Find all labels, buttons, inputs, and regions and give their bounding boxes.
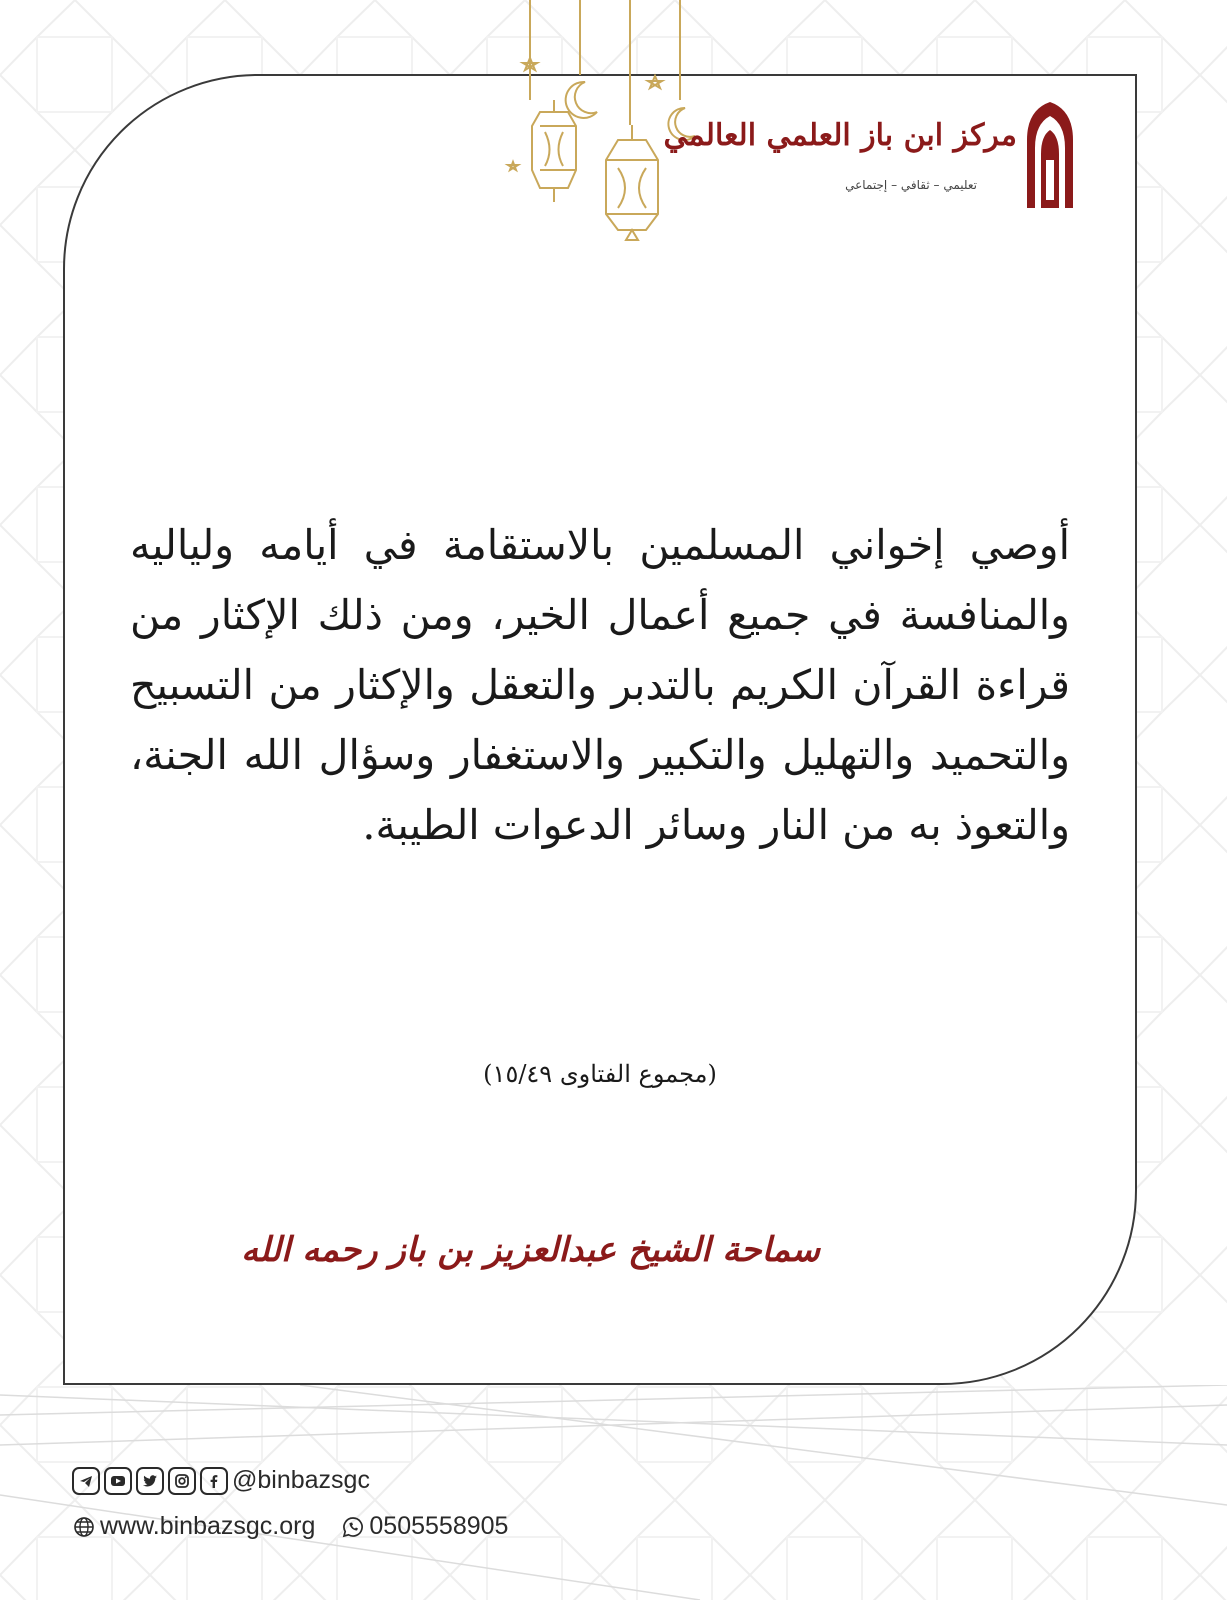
globe-icon [72,1515,96,1539]
quote-source: (مجموع الفتاوى ١٥/٤٩) [483,1060,717,1088]
social-media-row [72,1466,370,1495]
contact-row [72,1512,508,1541]
facebook-icon[interactable] [200,1467,228,1495]
signature-calligraphy: سماحة الشيخ عبدالعزيز بن باز رحمه الله [241,1230,820,1270]
social-handle[interactable]: @binbazsgc [232,1466,370,1494]
quote-text: أوصي إخواني المسلمين بالاستقامة في أيامه ولياليه والمنافسة في جميع أعمال الخير، ومن ذلك الإكثار من قراءة القرآن الكريم بالتدبر والتعقل والإكثار من التسبيح والتحميد والتهليل والتكبير والاستغفار وسؤال الله الجنة، والتعوذ به من النار وسائر الدعوات الطيبة. [130,521,1070,849]
center-logo [663,100,1075,210]
whatsapp-icon [341,1515,365,1539]
website-link[interactable]: www.binbazsgc.org [100,1512,316,1540]
instagram-icon[interactable] [168,1467,196,1495]
telegram-icon[interactable] [72,1467,100,1495]
youtube-icon[interactable] [104,1467,132,1495]
phone-number[interactable]: 0505558905 [369,1512,509,1540]
twitter-icon[interactable] [136,1467,164,1495]
mosque-arch-icon [1025,100,1075,208]
logo-subtitle: تعليمي – ثقافي – إجتماعي [845,178,977,192]
logo-title: مركز ابن باز العلمي العالمي [663,118,1017,153]
